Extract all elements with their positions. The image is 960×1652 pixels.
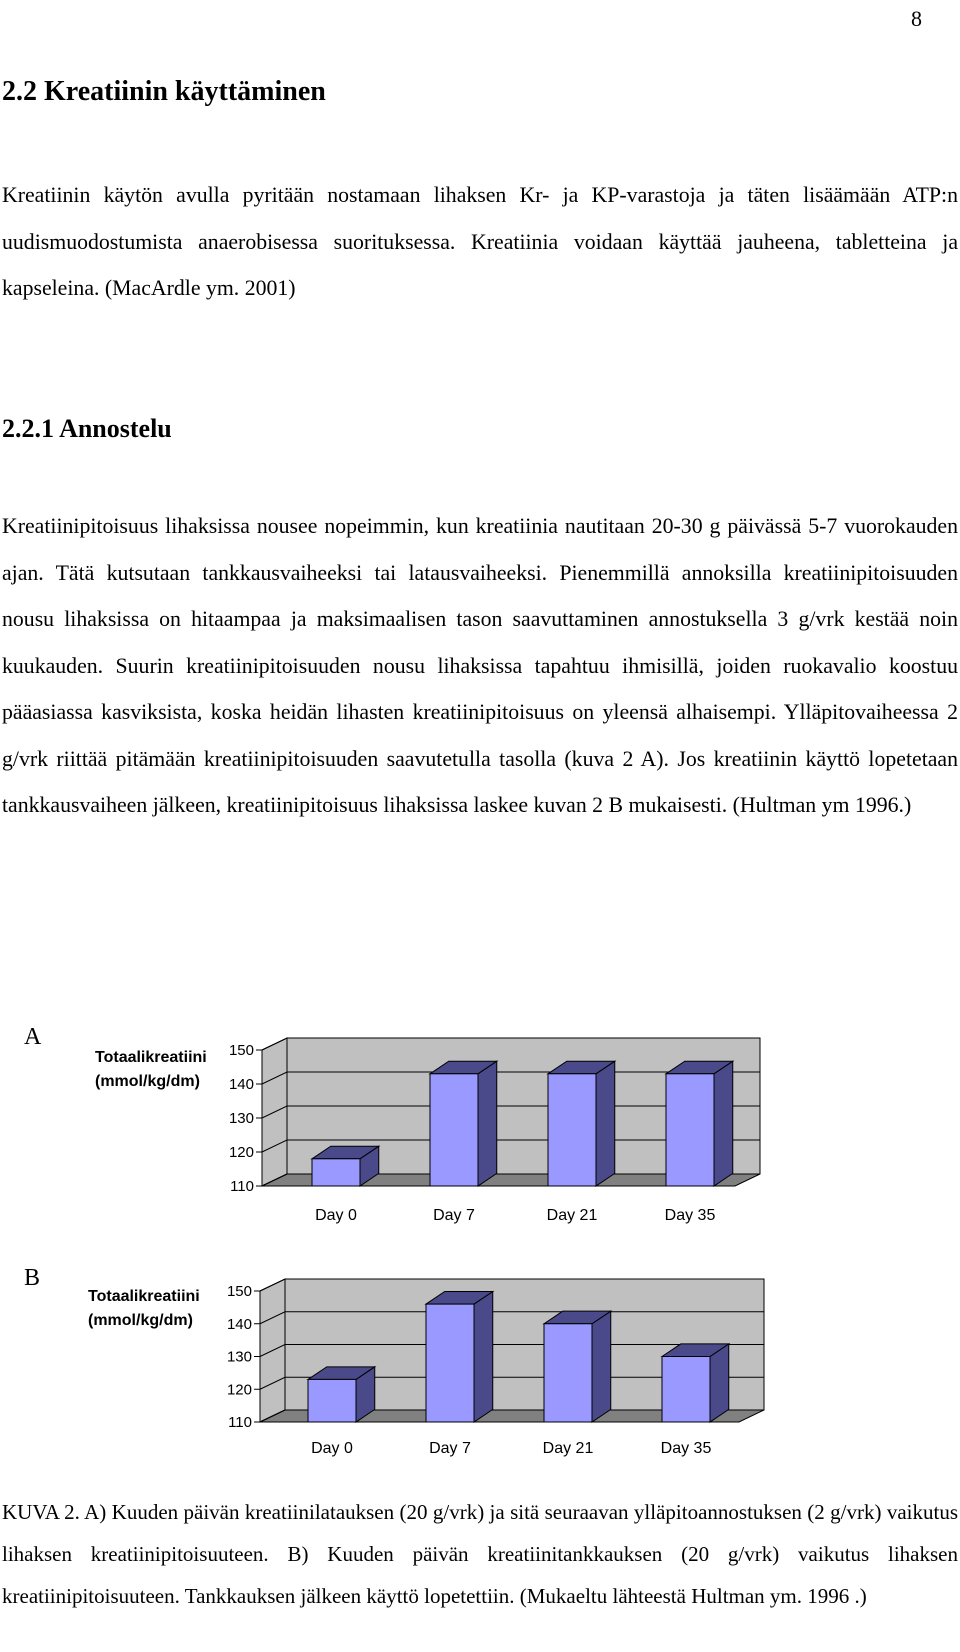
figure-caption: KUVA 2. A) Kuuden päivän kreatiinilatauksen (20 g/vrk) ja sitä seuraavan ylläpitoannostuksen (2 g/vrk) vaikutus lihaksen kreatiinipitoisuuteen. B) Kuuden päivän kreatiinitankkauksen (20 g/vrk) vaikutus lihaksen kreatiinipitoisuuteen. Tankkauksen jälkeen käyttö lopetettiin. (Mukaeltu lähteestä Hultman ym. 1996 .) (2, 1500, 958, 1608)
panel-label: B (24, 1265, 41, 1291)
x-tick-label: Day 21 (546, 1207, 598, 1224)
x-tick-label: Day 35 (664, 1207, 716, 1224)
bar (548, 1074, 596, 1186)
subsection-paragraph: Kreatiinipitoisuus lihaksissa nousee nopeimmin, kun kreatiinia nautitaan 20-30 g päivässä 5-7 vuorokauden ajan. Tätä kutsutaan tankkausvaiheeksi tai latausvaiheeksi. Pienemmillä annoksilla kreatiinipitoisuuden nousu lihaksissa on hitaampaa ja maksimaalisen tason saavuttaminen annostuksella 3 g/vrk kestää noin kuukauden. Suurin kreatiinipitoisuuden nousu lihaksissa tapahtuu ihmisillä, joiden ruokavalio koostuu pääasiassa kasviksista, koska heidän lihasten kreatiinipitoisuus on yleensä alhaisempi. Ylläpitovaiheessa 2 g/vrk riittää pitämään kreatiinipitoisuuden saavutetulla tasolla (kuva 2 A). Jos kreatiinin käyttö lopetetaan tankkausvaiheen jälkeen, kreatiinipitoisuus lihaksissa laskee kuvan 2 B mukaisesti. (Hultman ym 1996.) (2, 514, 958, 817)
bar (308, 1379, 356, 1422)
y-axis-label-unit: (mmol/kg/dm) (88, 1312, 193, 1329)
chart-b (0, 1265, 960, 1471)
bar-side (592, 1311, 611, 1422)
bar-side (596, 1061, 615, 1186)
x-tick-label: Day 7 (433, 1207, 475, 1224)
chart-b-svg (0, 1265, 960, 1471)
x-tick-label: Day 0 (315, 1207, 357, 1224)
section-paragraph: Kreatiinin käytön avulla pyritään nostamaan lihaksen Kr- ja KP-varastoja ja täten lisäämään ATP:n uudismuodostumista anaerobisessa suorituksessa. Kreatiinia voidaan käyttää jauheena, tabletteina ja kapseleina. (MacArdle ym. 2001) (2, 183, 958, 300)
subsection-heading: 2.2.1 Annostelu (2, 414, 172, 443)
y-tick-label: 150 (226, 1283, 252, 1300)
y-axis-label-unit: (mmol/kg/dm) (95, 1073, 200, 1090)
panel-label: A (24, 1024, 42, 1050)
x-tick-label: Day 0 (311, 1440, 353, 1457)
bar (666, 1074, 714, 1186)
section-heading: 2.2 Kreatiinin käyttäminen (2, 76, 326, 107)
y-tick-label: 130 (226, 1348, 252, 1366)
x-tick-label: Day 7 (429, 1440, 471, 1457)
bar (662, 1357, 710, 1423)
chart-a (0, 1024, 960, 1238)
bar-side (478, 1061, 497, 1186)
x-tick-label: Day 21 (542, 1440, 594, 1457)
y-tick-label: 120 (226, 1381, 252, 1399)
y-tick-label: 120 (228, 1144, 254, 1161)
bar (430, 1074, 478, 1186)
y-tick-label: 140 (228, 1076, 254, 1093)
chart-a-svg (0, 1024, 960, 1238)
y-tick-label: 150 (228, 1042, 254, 1059)
y-axis-label: Totaalikreatiini (88, 1288, 200, 1305)
x-tick-label: Day 35 (660, 1440, 712, 1457)
y-tick-label: 110 (230, 1178, 254, 1195)
y-tick-label: 140 (226, 1315, 252, 1333)
y-tick-label: 110 (228, 1414, 252, 1431)
bar-side (710, 1344, 729, 1422)
bar-side (714, 1061, 733, 1186)
y-axis-label: Totaalikreatiini (95, 1049, 207, 1066)
y-tick-label: 130 (228, 1110, 254, 1127)
bar (426, 1304, 474, 1422)
bar-side (474, 1292, 493, 1423)
page-number: 8 (911, 6, 922, 31)
bar (312, 1159, 360, 1186)
bar (544, 1324, 592, 1422)
